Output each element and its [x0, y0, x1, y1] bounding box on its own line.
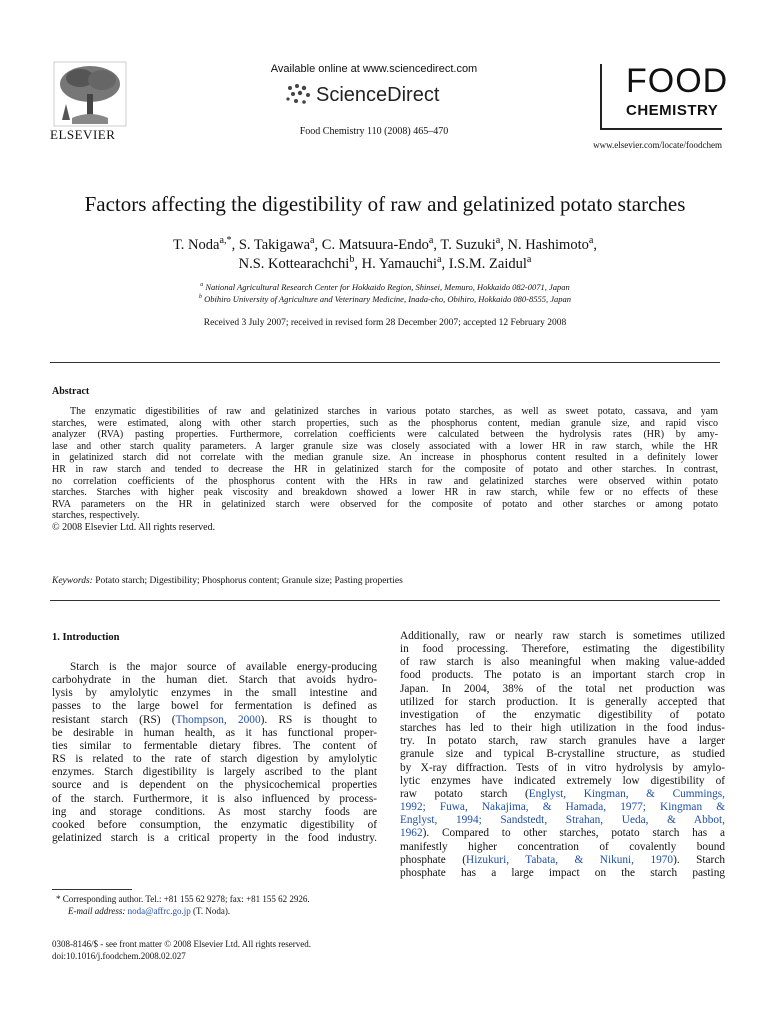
keywords-text: Potato starch; Digestibility; Phosphorus content; Granule size; Pasting properties: [95, 576, 403, 586]
abstract-line: The enzymatic digestibilities of raw and gelatinized starches in various potato starches, as well as sweet potato, cassava, and yam: [70, 406, 718, 417]
citation-link[interactable]: Thompson, 2000: [175, 713, 261, 726]
journal-logo-chemistry: CHEMISTRY: [626, 102, 719, 119]
text-line: Additionally, raw or nearly raw starch is sometimes utilized: [400, 630, 725, 642]
email-link[interactable]: noda@affrc.go.jp: [127, 905, 191, 916]
text-line: gelatinized starch is a critical property in the food industry.: [52, 832, 377, 845]
text-line: granule size and typical B-crystalline structure, as studied: [400, 748, 725, 761]
text-line: manifestly higher concentration of covalently bound: [400, 840, 725, 853]
journal-citation: Food Chemistry 110 (2008) 465–470: [299, 126, 449, 137]
abstract-body: [52, 406, 718, 534]
text-line: RS is related to the rate of starch digestion by amylolytic: [52, 753, 377, 766]
abstract-line: in gelatinized starch did not correlate with the median granule size. An increase in phosphorus content resulted in a definitely lower: [52, 452, 718, 464]
abstract-line: HR in raw starch and tended to decrease the HR in gelatinized starch for the composite of potato and other starches. In contrast,: [52, 463, 718, 475]
available-online-text: Available online at www.sciencedirect.com: [270, 63, 478, 75]
affiliations: [100, 281, 670, 305]
doi-line[interactable]: doi:10.1016/j.foodchem.2008.02.027: [52, 950, 186, 961]
publisher-name: ELSEVIER: [50, 127, 116, 142]
intro-right-column: [400, 630, 725, 880]
keywords: [52, 576, 718, 586]
abstract-line: starches, respectively.: [52, 510, 140, 522]
text-line: phosphate has a large impact on the starch pasting: [400, 866, 725, 879]
corresponding-author: * Corresponding author. Tel.: +81 155 62 9278; fax: +81 155 62 2926.: [56, 894, 310, 904]
abstract-line: starches. Starches with higher peak viscosity and breakdown showed a lower HR in raw starch, while few or no effects of these: [52, 487, 718, 499]
received-dates: Received 3 July 2007; received in revised form 28 December 2007; accepted 12 February 2008: [203, 318, 567, 328]
sciencedirect-dots-icon: [284, 82, 314, 110]
keywords-label: Keywords:: [52, 576, 93, 586]
text-line: Starch is the major source of available energy-producing: [70, 661, 377, 673]
divider-top: [50, 362, 720, 363]
text-line: raw potato starch (Englyst, Kingman, & Cummings,: [400, 787, 725, 800]
affiliation-b: $^b$ Obihiro University of Agriculture and Veterinary Medicine, Inada-cho, Obihiro, Hokkaido 080-8555, Japan: [198, 294, 572, 304]
text-line: 1962). Compared to other starches, potato starch has a: [400, 827, 725, 840]
journal-url[interactable]: www.elsevier.com/locate/foodchem: [593, 140, 722, 150]
divider-bottom: [50, 600, 720, 601]
abstract-line: RVA parameters on the HR in gelatinized starch were observed for the composite of potato and other starches or among potato: [52, 498, 718, 510]
text-line: in food processing. Therefore, estimating the digestibility: [400, 643, 725, 656]
text-line: of raw starch is also meaningful when making value-added: [400, 656, 725, 669]
text-line: passes to the large bowel for fermentation is defined as: [52, 700, 377, 713]
text-line: lytic enzymes have indicated extremely low digestibility of: [400, 774, 725, 787]
text-line: cooked before consumption, the enzymatic digestibility of: [52, 818, 377, 831]
citation-link[interactable]: Englyst, 1994; Sandstedt, Strahan, Ueda, & Abbot,: [400, 814, 725, 827]
authors-line-2: N.S. Kottearachchi$^b$, H. Yamauchi$^a$, I.S.M. Zaidul$^a$: [238, 254, 532, 272]
footnote-rule: [52, 889, 132, 890]
citation-link[interactable]: Englyst, Kingman, & Cummings,: [528, 787, 725, 800]
footnote: [56, 894, 381, 917]
intro-left-column: [52, 661, 377, 845]
text-line: carbohydrate in the human diet. Starch that avoids hydro-: [52, 674, 377, 687]
text-line: phosphate (Hizukuri, Tabata, & Nikuni, 1970). Starch: [400, 853, 725, 866]
authors-line-1: T. Noda$^{a,*}$, S. Takigawa$^a$, C. Matsuura-Endo$^a$, T. Suzuki$^a$, N. Hashimoto$^a$,: [173, 235, 597, 253]
text-line: lysis by amylolytic enzymes in the small intestine and: [52, 687, 377, 700]
text-line: enzymes. Starch digestibility is largely ascribed to the plant: [52, 766, 377, 779]
sciencedirect-wordmark: ScienceDirect: [316, 84, 440, 106]
elsevier-tree-icon: [52, 60, 128, 128]
abstract-line: starches, were estimated, along with other starch properties, such as the phosphorus content, median granule size, and rapid visco: [52, 417, 718, 429]
text-line: utilized for starch production. It is generally accepted that: [400, 695, 725, 708]
elsevier-logo: [52, 60, 128, 128]
citation-link[interactable]: 1962: [400, 827, 423, 840]
journal-logo: [600, 62, 729, 130]
citation-link[interactable]: 1992; Fuwa, Nakajima, & Hamada, 1977; Kingman &: [400, 801, 725, 814]
text-line: Japan. In 2004, 38% of the total net production was: [400, 682, 725, 695]
abstract-line: analyzer (RVA) pasting properties. Furthermore, correlation coefficients were calculated between the hydrolysis rates (HR) by amy-: [52, 429, 718, 441]
email-line: E-mail address: noda@affrc.go.jp (T. Noda).: [68, 905, 231, 916]
text-line: resistant starch (RS) (Thompson, 2000). RS is thought to: [52, 713, 377, 726]
text-line: investigation of the enzymatic digestibility of potato: [400, 708, 725, 721]
authors: [60, 236, 710, 274]
citation-link[interactable]: Hizukuri, Tabata, & Nikuni, 1970: [466, 853, 674, 866]
text-line: try. In potato starch, raw starch granules have a larger: [400, 735, 725, 748]
abstract-heading: Abstract: [52, 386, 90, 397]
text-line: ing and storage conditions. As most starchy foods are: [52, 805, 377, 818]
issn-line: 0308-8146/$ - see front matter © 2008 Elsevier Ltd. All rights reserved.: [52, 939, 312, 949]
text-line: source and is dependent on the physicochemical properties: [52, 779, 377, 792]
abstract-line: lase and other starch quality parameters. A larger granule size was closely associated with a lower HR in raw starch, while the HR: [52, 440, 718, 452]
abstract-line: no correlation coefficients of the phosphorus content with the HRs in raw and gelatinized starches were observed within potato: [52, 475, 718, 487]
text-line: starches has led to their high utilization in the food indus-: [400, 722, 725, 735]
text-line: food products. The potato is an important starch crop in: [400, 669, 725, 682]
text-line: ties similar to fermentable dietary fibres. The content of: [52, 739, 377, 752]
sciencedirect-logo: [284, 80, 474, 108]
article-title: Factors affecting the digestibility of raw and gelatinized potato starches: [84, 192, 686, 216]
footer: [52, 939, 392, 962]
text-line: by X-ray diffraction. Tests of in vitro hydrolysis by amylo-: [400, 761, 725, 774]
section-heading-intro: 1. Introduction: [52, 632, 120, 643]
journal-logo-food: FOOD: [626, 62, 729, 100]
affiliation-a: $^a$ National Agricultural Research Center for Hokkaido Region, Shinsei, Memuro, Hokkaido 082-0071, Japan: [200, 282, 570, 292]
abstract-copyright: © 2008 Elsevier Ltd. All rights reserved.: [52, 521, 216, 533]
text-line: of the starch. Furthermore, it is also influenced by process-: [52, 792, 377, 805]
text-line: be desirable in human health, as it has functional proper-: [52, 726, 377, 739]
